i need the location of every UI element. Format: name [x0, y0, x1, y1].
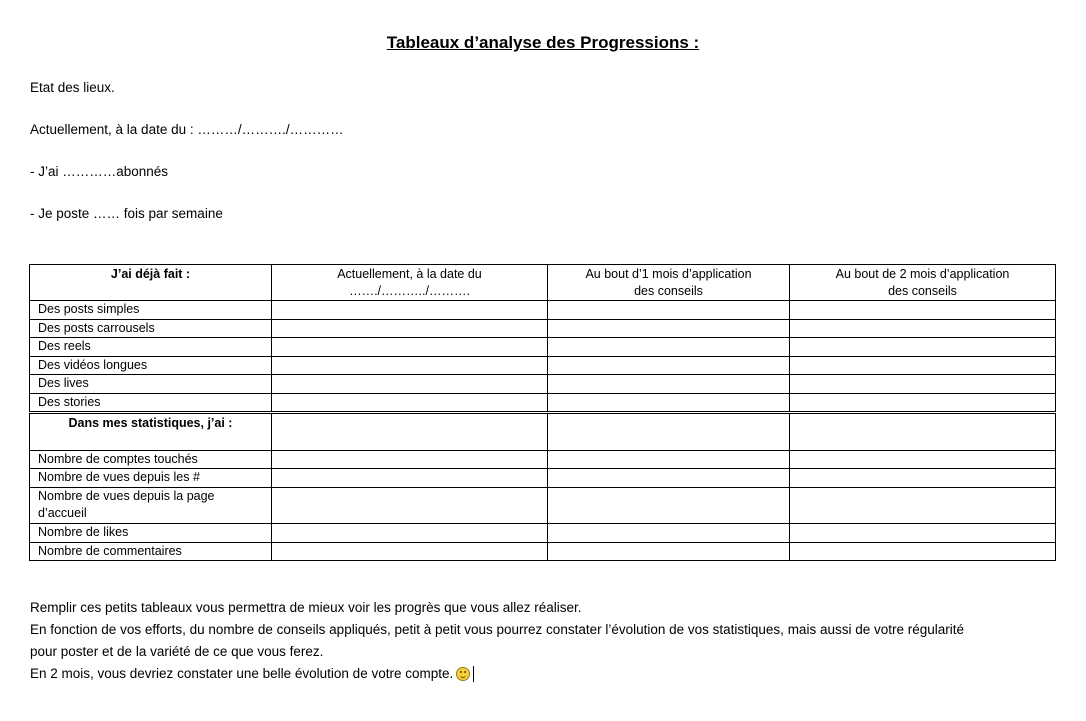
- row-label: Des stories: [30, 394, 272, 412]
- intro-frequence-line: - Je poste …… fois par semaine: [30, 206, 223, 221]
- table-cell[interactable]: [272, 375, 548, 394]
- table-cell[interactable]: [548, 524, 790, 543]
- table-cell[interactable]: [272, 469, 548, 488]
- table-cell[interactable]: [548, 543, 790, 561]
- table-cell[interactable]: [548, 357, 790, 375]
- row-label: Nombre de likes: [30, 524, 272, 543]
- header-1-mois-line1: Au bout d’1 mois d’application: [585, 267, 752, 281]
- table-cell[interactable]: [790, 301, 1056, 320]
- table-cell[interactable]: [548, 488, 790, 524]
- header-2-mois: [790, 265, 1056, 301]
- document-title: Tableaux d’analyse des Progressions :: [386, 33, 700, 52]
- table-row: [30, 524, 1056, 543]
- table-row: [30, 301, 1056, 320]
- header-deja-fait-text: J’ai déjà fait :: [110, 267, 191, 281]
- row-label: Des vidéos longues: [30, 357, 272, 375]
- text-cursor: [473, 666, 474, 682]
- table-row: [30, 357, 1056, 375]
- table-cell[interactable]: [790, 394, 1056, 412]
- table-cell[interactable]: [272, 394, 548, 412]
- intro-date-line: Actuellement, à la date du : ………/………./…………: [30, 122, 344, 137]
- table-row: [30, 338, 1056, 357]
- table-header-row: [30, 414, 1056, 451]
- table-cell[interactable]: [790, 451, 1056, 469]
- header-actuellement: [272, 265, 548, 301]
- smiley-icon: [456, 667, 470, 681]
- table-activites: [29, 264, 1056, 412]
- table-cell[interactable]: [790, 488, 1056, 524]
- footer-line-4: En 2 mois, vous devriez constater une belle évolution de votre compte.: [30, 666, 454, 681]
- table-cell[interactable]: [548, 375, 790, 394]
- table-cell[interactable]: [272, 301, 548, 320]
- header-actuellement-line1: Actuellement, à la date du: [337, 267, 482, 281]
- table-cell[interactable]: [548, 469, 790, 488]
- table-cell[interactable]: [272, 543, 548, 561]
- header-deja-fait: [30, 265, 272, 301]
- row-label: Des posts carrousels: [30, 320, 272, 338]
- table-cell[interactable]: [790, 338, 1056, 357]
- header-statistiques: Dans mes statistiques, j’ai :: [30, 414, 272, 451]
- row-label: Des posts simples: [30, 301, 272, 320]
- table-cell[interactable]: [790, 524, 1056, 543]
- header-2-mois-line1: Au bout de 2 mois d’application: [835, 267, 1010, 281]
- row-label: Nombre de comptes touchés: [30, 451, 272, 469]
- table-cell[interactable]: [272, 451, 548, 469]
- table-cell[interactable]: [790, 375, 1056, 394]
- table-cell[interactable]: [548, 301, 790, 320]
- intro-abonnes-line: - J’ai …………abonnés: [30, 164, 169, 179]
- table-row: [30, 488, 1056, 524]
- table-cell[interactable]: [548, 414, 790, 451]
- table-cell[interactable]: [548, 394, 790, 412]
- table-cell[interactable]: [790, 320, 1056, 338]
- table-row: [30, 451, 1056, 469]
- row-label: Nombre de vues depuis les #: [30, 469, 272, 488]
- table-row: [30, 469, 1056, 488]
- table-row: [30, 394, 1056, 412]
- footer-line-2: En fonction de vos efforts, du nombre de conseils appliqués, petit à petit vous pourrez constater l’évolution de vos statistiques, mais aussi de votre régularité: [30, 622, 965, 637]
- table-statistiques: [29, 413, 1056, 561]
- table-cell[interactable]: [790, 469, 1056, 488]
- header-actuellement-line2: ……./………../……….: [349, 284, 470, 298]
- table-header-row: [30, 265, 1056, 301]
- table-cell[interactable]: [548, 338, 790, 357]
- header-2-mois-line2: des conseils: [888, 284, 957, 298]
- table-cell[interactable]: [790, 543, 1056, 561]
- table-cell[interactable]: [790, 414, 1056, 451]
- row-label-line2: d’accueil: [38, 506, 87, 520]
- intro-etat-des-lieux: Etat des lieux.: [30, 80, 115, 95]
- row-label-line1: Nombre de vues depuis la page: [38, 489, 215, 503]
- table-cell[interactable]: [272, 488, 548, 524]
- table-row: [30, 375, 1056, 394]
- row-label: Nombre de commentaires: [30, 543, 272, 561]
- table-cell[interactable]: [272, 320, 548, 338]
- table-cell[interactable]: [790, 357, 1056, 375]
- table-cell[interactable]: [272, 357, 548, 375]
- table-cell[interactable]: [272, 414, 548, 451]
- row-label: Des lives: [30, 375, 272, 394]
- table-cell[interactable]: [272, 338, 548, 357]
- table-cell[interactable]: [548, 451, 790, 469]
- footer-line-3: pour poster et de la variété de ce que vous ferez.: [30, 644, 324, 659]
- table-cell[interactable]: [272, 524, 548, 543]
- row-label: [30, 488, 272, 524]
- table-row: [30, 543, 1056, 561]
- footer-line-4-wrapper: [30, 666, 474, 682]
- row-label: Des reels: [30, 338, 272, 357]
- footer-line-1: Remplir ces petits tableaux vous permettra de mieux voir les progrès que vous allez réaliser.: [30, 600, 582, 615]
- header-1-mois-line2: des conseils: [634, 284, 703, 298]
- table-cell[interactable]: [548, 320, 790, 338]
- header-1-mois: [548, 265, 790, 301]
- table-row: [30, 320, 1056, 338]
